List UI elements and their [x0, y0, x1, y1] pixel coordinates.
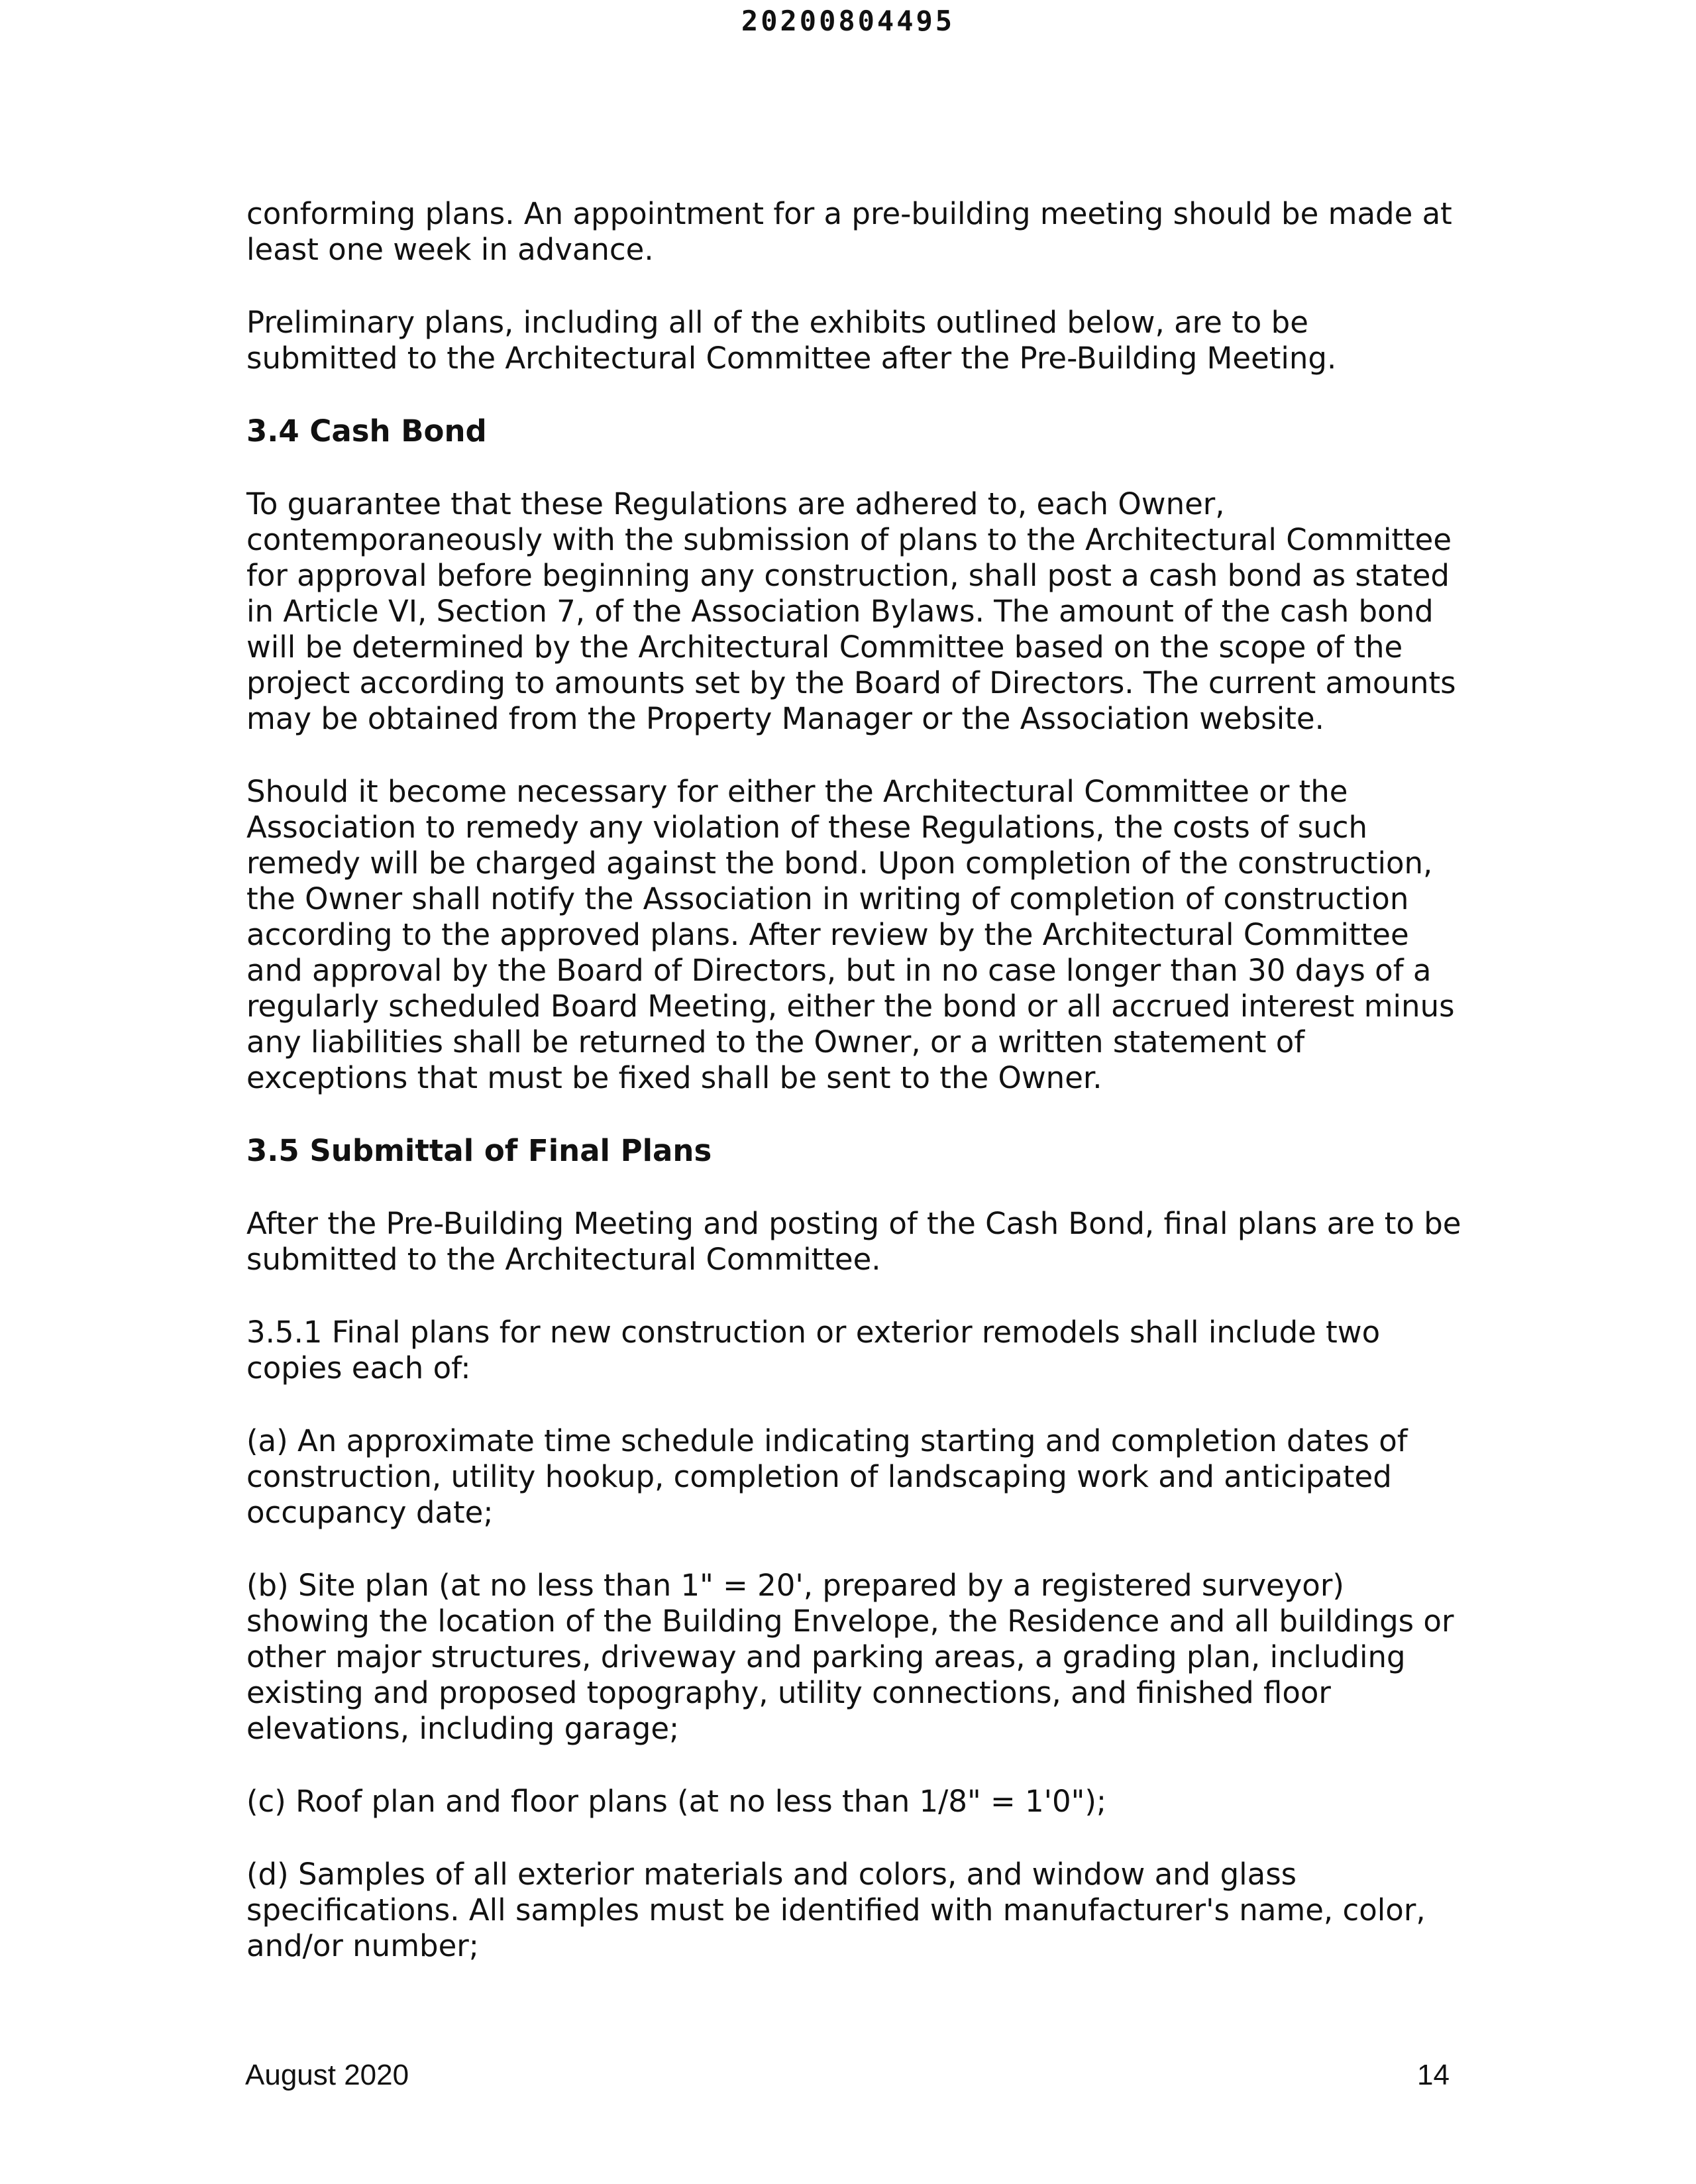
paragraph-3-5-1: 3.5.1 Final plans for new construction or exterior remodels shall include two copies each of: [246, 1315, 1381, 1386]
document-number: 20200804495 [741, 5, 955, 37]
page-content [246, 196, 1465, 2001]
list-item-a: (a) An approximate time schedule indicating starting and completion dates of construction, utility hookup, completion of landscaping work and anticipated occupancy date; [246, 1423, 1408, 1530]
paragraph-final-plans-intro: After the Pre-Building Meeting and posting of the Cash Bond, final plans are to be submitted to the Architectural Committee. [246, 1206, 1461, 1277]
section-heading-cash-bond: 3.4 Cash Bond [246, 413, 487, 449]
list-item-b: (b) Site plan (at no less than 1" = 20', prepared by a registered surveyor) showing the location of the Building Envelope, the Residence and all buildings or other major structures, driveway and parking areas, a grading plan, including existing and proposed topography, utility connections, and finished floor elevations, including garage; [246, 1568, 1454, 1746]
list-item-d: (d) Samples of all exterior materials and colors, and window and glass specifications. All samples must be identified with manufacturer's name, color, and/or number; [246, 1857, 1426, 1963]
footer-page-number: 14 [1417, 2059, 1450, 2091]
section-heading-final-plans: 3.5 Submittal of Final Plans [246, 1133, 712, 1168]
paragraph-conforming-plans: conforming plans. An appointment for a pre-building meeting should be made at least one week in advance. [246, 196, 1452, 267]
paragraph-cash-bond: To guarantee that these Regulations are adhered to, each Owner, contemporaneously with the submission of plans to the Architectural Committee for approval before beginning any construction, shall post a cash bond as stated in Article VI, Section 7, of the Association Bylaws. The amount of the cash bond will be determined by the Architectural Committee based on the scope of the project according to amounts set by the Board of Directors. The current amounts may be obtained from the Property Manager or the Association website. [246, 486, 1456, 736]
paragraph-bond-remedy: Should it become necessary for either the Architectural Committee or the Association to remedy any violation of these Regulations, the costs of such remedy will be charged against the bond. Upon completion of the construction, the Owner shall notify the Association in writing of completion of construction according to the approved plans. After review by the Architectural Committee and approval by the Board of Directors, but in no case longer than 30 days of a regularly scheduled Board Meeting, either the bond or all accrued interest minus any liabilities shall be returned to the Owner, or a written statement of exceptions that must be fixed shall be sent to the Owner. [246, 774, 1455, 1095]
footer-date: August 2020 [245, 2059, 409, 2091]
paragraph-preliminary-plans: Preliminary plans, including all of the exhibits outlined below, are to be submitted to the Architectural Committee after the Pre-Building Meeting. [246, 305, 1337, 376]
list-item-c: (c) Roof plan and floor plans (at no less than 1/8" = 1'0"); [246, 1784, 1107, 1819]
